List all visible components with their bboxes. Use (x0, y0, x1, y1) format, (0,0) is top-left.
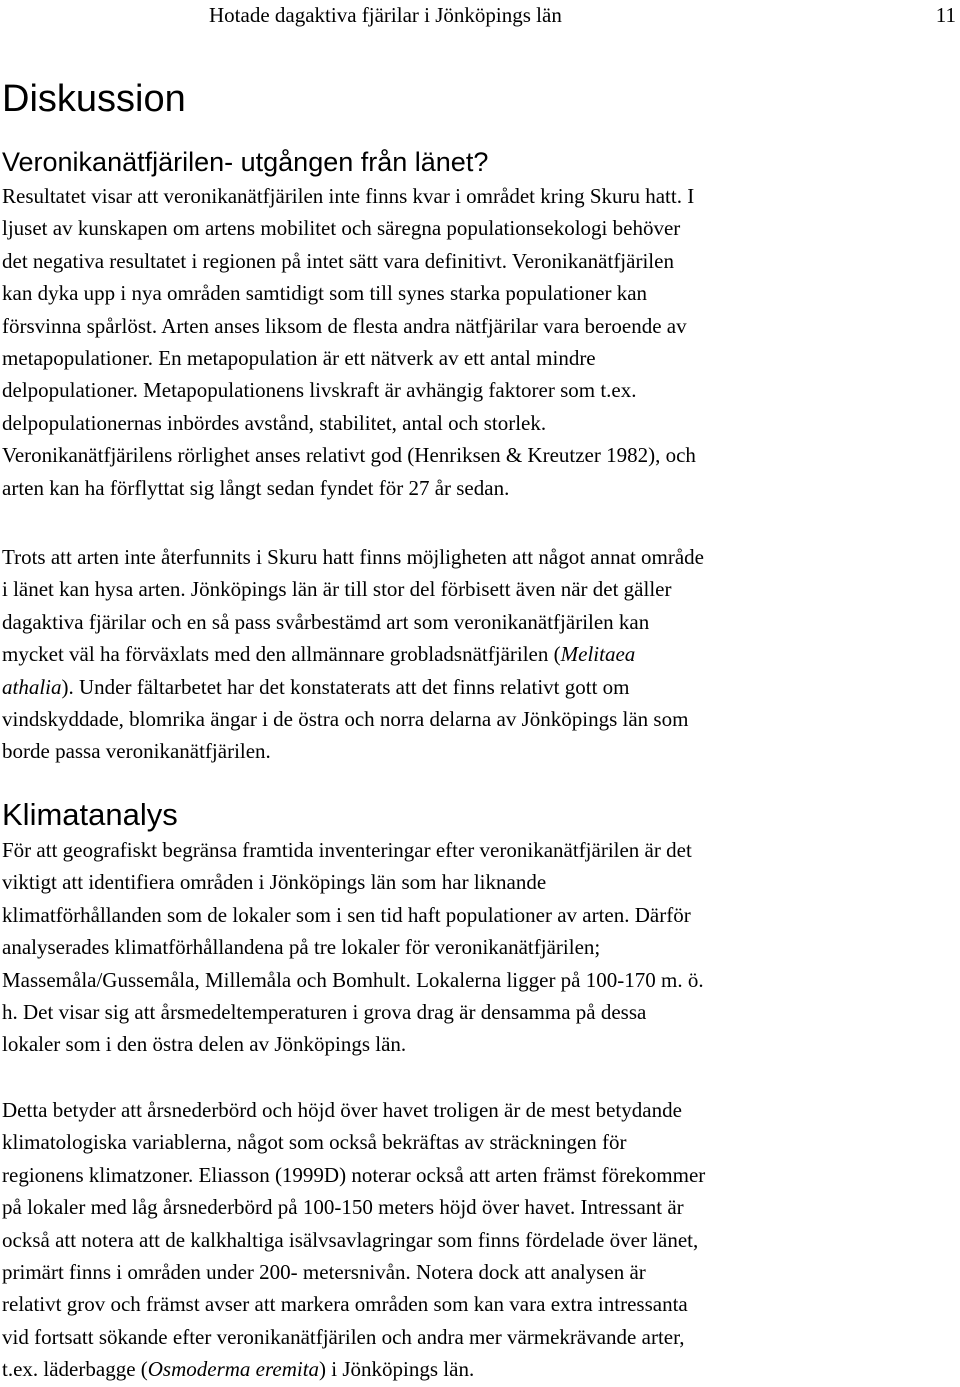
paragraph-line (2, 638, 958, 670)
paragraph-line: i länet kan hysa arten. Jönköpings län är till stor del förbisett även när det gäller (2, 577, 672, 602)
paragraph-line: analyserades klimatförhållandena på tre lokaler för veronikanätfjärilen; (2, 935, 601, 960)
paragraph-line: klimatologiska variablerna, något som också bekräftas av sträckningen för (2, 1130, 627, 1155)
species-name-italic: Melitaea (560, 642, 636, 667)
paragraph-line: metapopulationer. En metapopulation är ett nätverk av ett antal mindre (2, 346, 596, 371)
paragraph-line: det negativa resultatet i regionen på intet sätt vara definitivt. Veronikanätfjärilen (2, 248, 674, 273)
paragraph-line: h. Det visar sig att årsmedeltemperaturen i grova drag är densamma på dessa (2, 1000, 647, 1025)
diskussion-paragraph-2 (2, 541, 958, 768)
species-name-italic: athalia (2, 674, 62, 699)
text-run: mycket väl ha förväxlats med den allmännare grobladsnätfjärilen ( (2, 642, 561, 667)
paragraph-line: Resultatet visar att veronikanätfjärilen inte finns kvar i området kring Skuru hatt. I (2, 184, 695, 208)
paragraph-line: Massemåla/Gussemåla, Millemåla och Bomhult. Lokalerna ligger på 100-170 m. ö. (2, 967, 704, 992)
paragraph-line: försvinna spårlöst. Arten anses liksom de flesta andra nätfjärilar vara beroende av (2, 313, 687, 338)
running-header-title: Hotade dagaktiva fjärilar i Jönköpings län (209, 3, 562, 27)
paragraph-line: vid fortsatt sökande efter veronikanätfjärilen och andra mer värmekrävande arter, (2, 1324, 685, 1349)
paragraph-line: Detta betyder att årsnederbörd och höjd över havet troligen är de mest betydande (2, 1098, 682, 1122)
paragraph-line: primärt finns i områden under 200- metersnivån. Notera dock att analysen är (2, 1260, 646, 1285)
paragraph-line: vindskyddade, blomrika ängar i de östra och norra delarna av Jönköpings län som (2, 707, 689, 732)
paragraph-line: Veronikanätfjärilens rörlighet anses relativt god (Henriksen & Kreutzer 1982), och (2, 443, 696, 468)
paragraph-line: delpopulationernas inbördes avstånd, stabilitet, antal och storlek. (2, 410, 547, 435)
paragraph-line: Trots att arten inte återfunnits i Skuru hatt finns möjligheten att något annat område (2, 545, 704, 569)
paragraph-line: relativt grov och främst avser att markera områden som kan vara extra intressanta (2, 1292, 688, 1317)
heading-klimatanalys: Klimatanalys (2, 797, 178, 832)
paragraph-line: ljuset av kunskapen om artens mobilitet och säregna populationsekologi behöver (2, 216, 681, 241)
paragraph-line: klimatförhållanden som de lokaler som i sen tid haft populationer av arten. Därför (2, 902, 691, 927)
paragraph-line: borde passa veronikanätfjärilen. (2, 739, 271, 764)
paragraph-line: också att notera att de kalkhaltiga isälvsavlagringar som finns fördelade över länet, (2, 1227, 699, 1252)
subheading-veronikanatfjarilen: Veronikanätfjärilen- utgången från länet? (2, 147, 489, 177)
text-run: ). Under fältarbetet har det konstaterats att det finns relativt gott om (61, 674, 630, 699)
paragraph-line: För att geografiskt begränsa framtida inventeringar efter veronikanätfjärilen är det (2, 838, 692, 862)
paragraph-line: arten kan ha förflyttat sig långt sedan fyndet för 27 år sedan. (2, 475, 510, 500)
paragraph-line: på lokaler med låg årsnederbörd på 100-150 meters höjd över havet. Intressant är (2, 1195, 684, 1220)
heading-diskussion: Diskussion (2, 78, 186, 120)
paragraph-line: dagaktiva fjärilar och en så pass svårbestämd art som veronikanätfjärilen kan (2, 609, 650, 634)
text-run: t.ex. läderbagge ( (2, 1357, 148, 1382)
page-number: 11 (935, 3, 956, 27)
klimatanalys-paragraph-1 (2, 834, 958, 1061)
diskussion-paragraph-1 (2, 180, 958, 504)
paragraph-line: lokaler som i den östra delen av Jönköpings län. (2, 1032, 407, 1057)
paragraph-line: viktigt att identifiera områden i Jönköpings län som har liknande (2, 870, 547, 895)
paragraph-line: kan dyka upp i nya områden samtidigt som till synes starka populationer kan (2, 281, 648, 306)
paragraph-line (2, 1353, 958, 1385)
paragraph-line: regionens klimatzoner. Eliasson (1999D) noterar också att arten främst förekommer (2, 1162, 706, 1187)
paragraph-line (2, 671, 958, 703)
paragraph-line: delpopulationer. Metapopulationens livskraft är avhängig faktorer som t.ex. (2, 378, 637, 403)
species-name-italic: Osmoderma eremita (147, 1357, 320, 1382)
klimatanalys-paragraph-2 (2, 1094, 958, 1386)
text-run: ) i Jönköpings län. (319, 1357, 475, 1382)
